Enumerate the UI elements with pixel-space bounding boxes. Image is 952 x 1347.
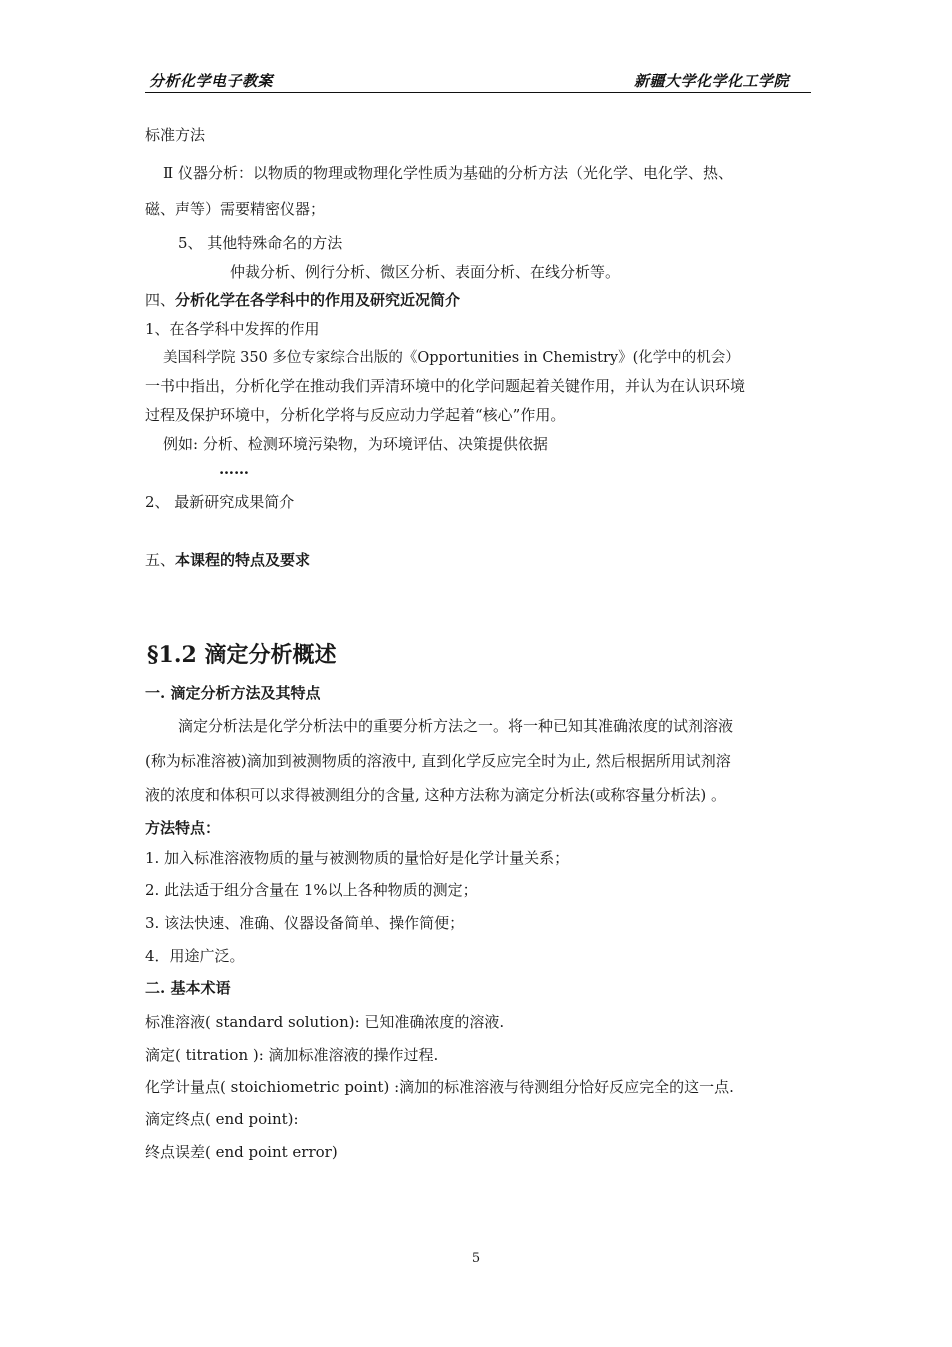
section-heading-4: [145, 290, 460, 310]
heading-number: 五、: [145, 551, 176, 569]
text-line: Ⅱ 仪器分析：以物质的物理或物理化学性质为基础的分析方法（光化学、电化学、热、: [163, 164, 733, 182]
heading-title: 分析化学在各学科中的作用及研究近况简介: [175, 291, 461, 309]
text-line: 仲裁分析、例行分析、微区分析、表面分析、在线分析等。: [230, 263, 621, 281]
term-definition: 滴定( titration ): 滴加标准溶液的操作过程.: [145, 1046, 439, 1064]
text-line: 美国科学院 350 多位专家综合出版的《Opportunities in Chemistry》(化学中的机会）: [163, 350, 740, 366]
features-heading: 方法特点：: [145, 819, 221, 837]
text-line: 过程及保护环境中，分析化学将与反应动力学起着“核心”作用。: [145, 406, 566, 424]
page-header: [145, 66, 811, 93]
header-course-title: 分析化学电子教案: [149, 72, 274, 90]
text-line: 磁、声等）需要精密仪器；: [145, 200, 326, 218]
page-number: 5: [471, 1251, 481, 1266]
feature-item: 2. 此法适于组分含量在 1%以上各种物质的测定；: [145, 881, 478, 899]
section-heading-5: [145, 550, 310, 570]
header-institution: 新疆大学化学化工学院: [633, 72, 789, 90]
text-line: 一书中指出，分析化学在推动我们弄清环境中的化学问题起着关键作用，并认为在认识环境: [145, 377, 746, 395]
text-line: 例如: 分析、检测环境污染物，为环境评估、决策提供依据: [163, 435, 548, 453]
feature-item: 4．用途广泛。: [145, 947, 245, 965]
text-line: 标准方法: [145, 126, 206, 144]
text-line: 1、在各学科中发挥的作用: [145, 320, 320, 338]
feature-item: 1. 加入标准溶液物质的量与被测物质的量恰好是化学计量关系；: [145, 849, 570, 867]
text-line: 5、 其他特殊命名的方法: [178, 234, 343, 252]
heading-title: 本课程的特点及要求: [175, 551, 311, 569]
term-definition: 标准溶液( standard solution): 已知准确浓度的溶液.: [145, 1013, 505, 1031]
feature-item: 3. 该法快速、准确、仪器设备简单、操作简便；: [145, 914, 465, 932]
subsection-heading: 一. 滴定分析方法及其特点: [145, 684, 321, 702]
paragraph-line: (称为标准溶被)滴加到被测物质的溶液中, 直到化学反应完全时为止, 然后根据所用试剂溶: [145, 752, 731, 770]
paragraph-line: 滴定分析法是化学分析法中的重要分析方法之一。将一种已知其准确浓度的试剂溶液: [178, 717, 734, 735]
term-definition: 滴定终点( end point):: [145, 1110, 299, 1128]
heading-number: 四、: [145, 291, 176, 309]
text-line: 2、 最新研究成果简介: [145, 493, 295, 511]
paragraph-line: 液的浓度和体积可以求得被测组分的含量, 这种方法称为滴定分析法(或称容量分析法) 。: [145, 786, 727, 804]
chapter-section-title: §1.2 滴定分析概述: [147, 642, 337, 668]
subsection-heading: 二. 基本术语: [145, 979, 231, 997]
term-definition: 化学计量点( stoichiometric point) :滴加的标准溶液与待测组分恰好反应完全的这一点.: [145, 1078, 734, 1096]
ellipsis: ……: [219, 460, 249, 478]
term-definition: 终点误差( end point error): [145, 1143, 338, 1161]
